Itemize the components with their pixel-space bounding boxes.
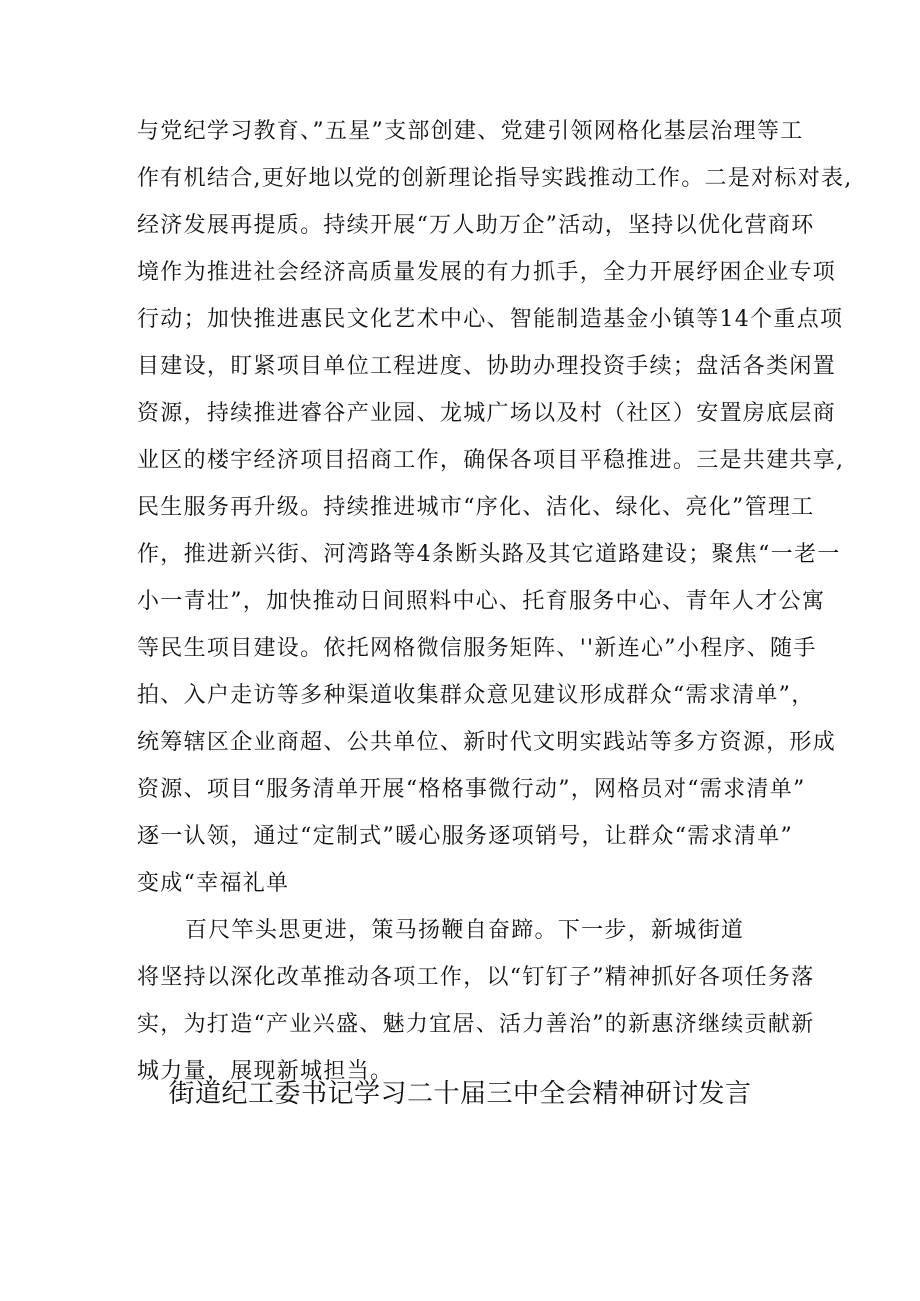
paragraph-2-line-1: 百尺竿头思更进，策马扬鞭自奋蹄。下一步，新城街道 [185,918,745,943]
paragraph-1-line-4: 境作为推进社会经济高质量发展的有力抓手，全力开展纾困企业专项 [137,260,837,285]
paragraph-1-line-12: 等民生项目建设。依托网格微信服务矩阵、''新连心”小程序、随手 [137,636,817,661]
paragraph-1-line-3: 经济发展再提质。持续开展“万人助万企”活动，坚持以优化营商环 [137,213,815,238]
paragraph-1-line-7: 资源，持续推进睿谷产业园、龙城广场以及村（社区）安置房底层商 [137,401,837,426]
paragraph-1-line-9: 民生服务再升级。持续推进城市“序化、洁化、绿化、亮化”管理工 [137,495,815,520]
paragraph-1-line-13: 拍、入户走访等多种渠道收集群众意见建议形成群众“需求清单”， [137,683,815,708]
paragraph-1-line-10: 作，推进新兴街、河湾路等4条断头路及其它道路建设；聚焦“一老一 [137,542,841,567]
paragraph-1-line-1: 与党纪学习教育、”五星”支部创建、党建引领网格化基层治理等工 [137,119,804,144]
paragraph-1-line-2: 作有机结合,更好地以党的创新理论指导实践推动工作。二是对标对表, [137,166,853,191]
paragraph-2-line-2: 将坚持以深化改革推动各项工作，以“钉钉子”精神抓好各项任务落 [137,965,815,990]
paragraph-1-line-14: 统筹辖区企业商超、公共单位、新时代文明实践站等多方资源，形成 [137,730,837,755]
paragraph-1-line-8: 业区的楼宇经济项目招商工作，确保各项目平稳推进。三是共建共享, [137,448,845,473]
paragraph-1-line-16: 逐一认领，通过“定制式”暖心服务逐项销号，让群众“需求清单” [137,824,793,849]
paragraph-1-line-15: 资源、项目“服务清单开展“格格事微行动”，网格员对“需求清单” [137,777,806,802]
next-article-title: 街道纪工委书记学习二十届三中全会精神研讨发言 [168,1079,752,1109]
paragraph-2-line-3: 实，为打造“产业兴盛、魅力宜居、活力善治”的新惠济继续贡献新 [137,1012,815,1037]
paragraph-1-line-17: 变成“幸福礼单 [137,871,290,896]
paragraph-2-line-4: 城力量，展现新城担当。 [137,1059,394,1084]
paragraph-1-line-11: 小一青壮”，加快推动日间照料中心、托育服务中心、青年人才公寓 [137,589,826,614]
paragraph-1-line-5: 行动；加快推进惠民文化艺术中心、智能制造基金小镇等14个重点项 [137,307,844,332]
paragraph-1-line-6: 目建设，盯紧项目单位工程进度、协助办理投资手续；盘活各类闲置 [137,354,837,379]
